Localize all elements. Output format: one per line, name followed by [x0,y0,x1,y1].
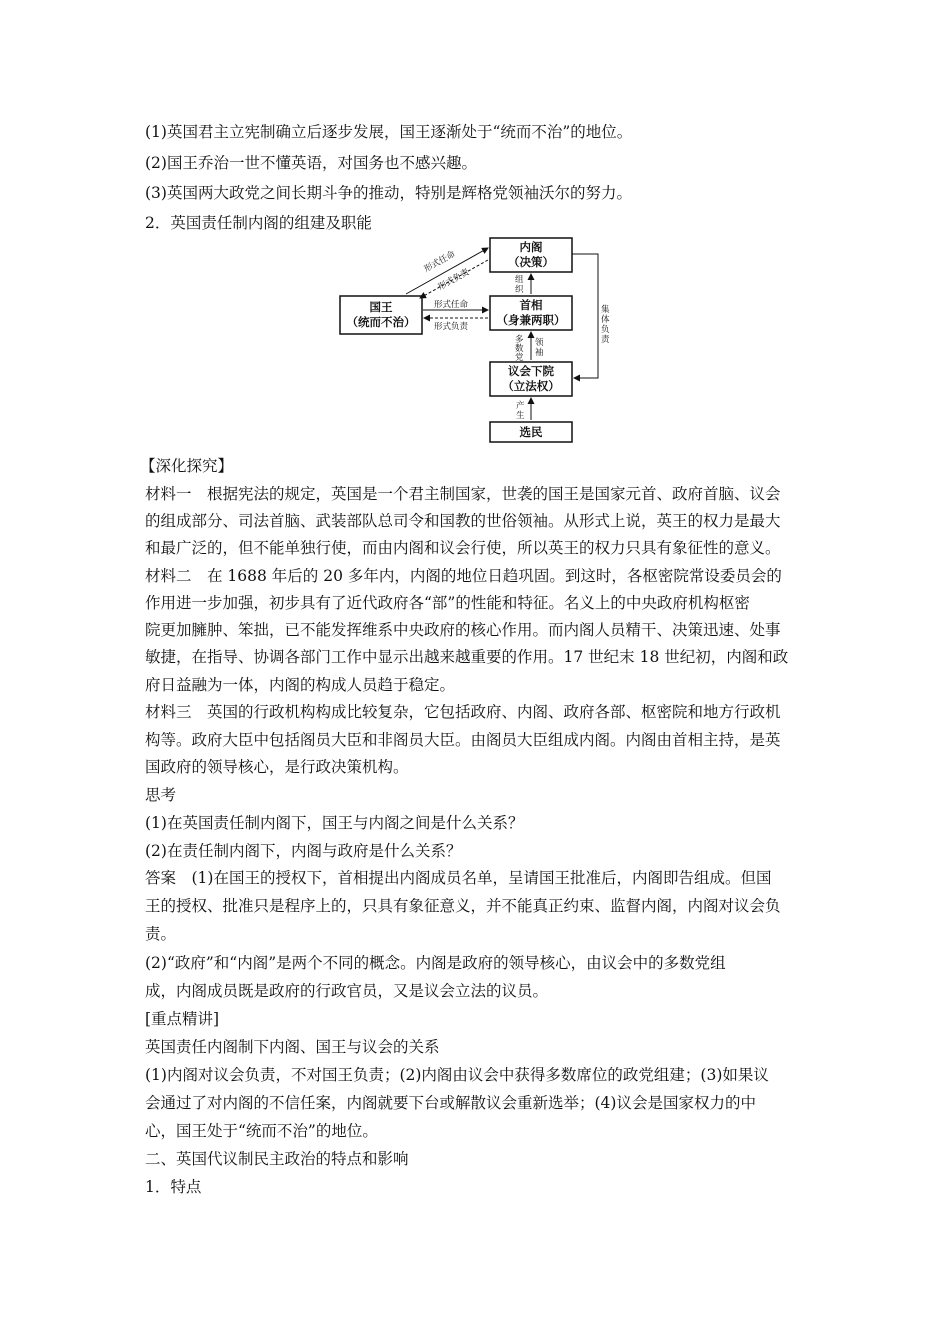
leader-label-1: 领 [535,338,544,348]
voters-label: 选民 [519,425,543,439]
organize-label-1: 组 [515,275,524,285]
pm-label: 首相 [519,298,543,312]
majority-label-2: 数 [515,344,524,354]
key-points-line-2: 会通过了对内阁的不信任案，内阁就要下台或解散议会重新选举；(4)议会是国家权力的中 [145,1094,756,1112]
majority-label-1: 多 [515,335,524,345]
commons-label: 议会下院 [508,364,554,378]
features-heading: 1．特点 [145,1178,202,1196]
material-1-line-3: 和最广泛的，但不能单独行使，而由内阁和议会行使，所以英王的权力只具有象征性的意义。 [145,539,781,557]
material-1-line-1: 材料一 根据宪法的规定，英国是一个君主制国家，世袭的国王是国家元首、政府首脑、议会 [145,485,781,503]
material-3-line-2: 构等。政府大臣中包括阁员大臣和非阁员大臣。由阁员大臣组成内阁。内阁由首相主持，是英 [145,731,781,749]
section-two-heading: 二、英国代议制民主政治的特点和影响 [145,1150,409,1168]
cabinet-box [490,238,572,272]
organize-label-2: 织 [515,285,524,295]
answer-line-5: 成，内阁成员既是政府的行政官员，又是议会立法的议员。 [145,982,549,1000]
material-2-line-2: 作用进一步加强，初步具有了近代政府各“部”的性能和特征。名义上的中央政府机构枢密 [145,594,750,612]
collective-label-4: 责 [601,335,610,345]
collective-label-1: 集 [601,305,610,315]
cabinet-label: 内阁 [519,240,543,254]
material-2-line-1: 材料二 在 1688 年后的 20 多年内，内阁的地位日趋巩固。到这时，各枢密院常设委员会的 [145,567,782,585]
material-1-line-2: 的组成部分、司法首脑、武装部队总司令和国教的世俗领袖。从形式上说，英王的权力是最大 [145,512,781,530]
think-heading: 思考 [145,786,177,804]
material-2-line-3: 院更加臃肿、笨拙，已不能发挥维系中央政府的核心作用。而内阁人员精干、决策迅速、处事 [145,621,781,639]
pm-responsible-label: 形式负责 [434,322,469,332]
material-3-line-3: 国政府的领导核心，是行政决策机构。 [145,758,409,776]
question-2: (2)在责任制内阁下，内阁与政府是什么关系？ [145,842,462,860]
prime-minister-box [490,296,572,330]
key-points-title: 英国责任内阁制下内阁、国王与议会的关系 [145,1038,440,1056]
appoint-cabinet-label: 形式任命 [422,249,458,275]
intro-point-1: (1)英国君主立宪制确立后逐步发展，国王逐渐处于“统而不治”的地位。 [145,123,633,141]
produce-label-1: 产 [516,401,525,411]
key-points-line-1: (1)内阁对议会负责，不对国王负责；(2)内阁由议会中获得多数席位的政党组建；(3)如果议 [145,1066,769,1084]
pm-sub-label: （身兼两职） [496,313,566,327]
collective-label-2: 体 [601,315,610,325]
material-3-line-1: 材料三 英国的行政机构构成比较复杂，它包括政府、内阁、政府各部、枢密院和地方行政机 [145,703,781,721]
commons-sub-label: （立法权） [502,379,560,393]
question-1: (1)在英国责任制内阁下，国王与内阁之间是什么关系？ [145,814,524,832]
key-points-line-3: 心，国王处于“统而不治”的地位。 [145,1122,378,1140]
king-box [340,296,422,334]
intro-point-3: (3)英国两大政党之间长期斗争的推动，特别是辉格党领袖沃尔的努力。 [145,184,632,202]
house-of-commons-box [490,362,572,396]
section-2-title: 2．英国责任制内阁的组建及职能 [145,214,372,232]
collective-label-3: 负 [601,325,610,335]
answer-line-4: (2)“政府”和“内阁”是两个不同的概念。内阁是政府的领导核心，由议会中的多数党组 [145,954,726,972]
collective-responsibility-arrow [572,254,598,378]
key-points-heading: [重点精讲] [145,1010,220,1028]
material-2-line-4: 敏捷，在指导、协调各部门工作中显示出越来越重要的作用。17 世纪末 18 世纪初，内阁和政 [145,648,789,666]
voters-box [490,422,572,442]
answer-line-3: 责。 [145,925,177,943]
material-2-line-5: 府日益融为一体，内阁的构成人员趋于稳定。 [145,676,456,694]
cabinet-structure-diagram [330,230,630,446]
answer-line-1: 答案 (1)在国王的授权下，首相提出内阁成员名单，呈请国王批准后，内阁即告组成。但国 [145,869,772,887]
king-sub-label: （统而不治） [346,315,416,329]
majority-label-3: 党 [515,353,524,363]
king-label: 国王 [369,300,393,314]
cabinet-sub-label: （决策） [508,255,554,269]
explore-heading: 【深化探究】 [140,457,234,475]
produce-label-2: 生 [516,411,525,421]
leader-label-2: 袖 [535,348,544,358]
intro-point-2: (2)国王乔治一世不懂英语，对国务也不感兴趣。 [145,154,477,172]
answer-line-2: 王的授权、批准只是程序上的，只具有象征意义，并不能真正约束、监督内阁，内阁对议会负 [145,897,781,915]
appoint-pm-label: 形式任命 [434,300,469,310]
cabinet-responsible-label: 形式负责 [436,267,472,293]
